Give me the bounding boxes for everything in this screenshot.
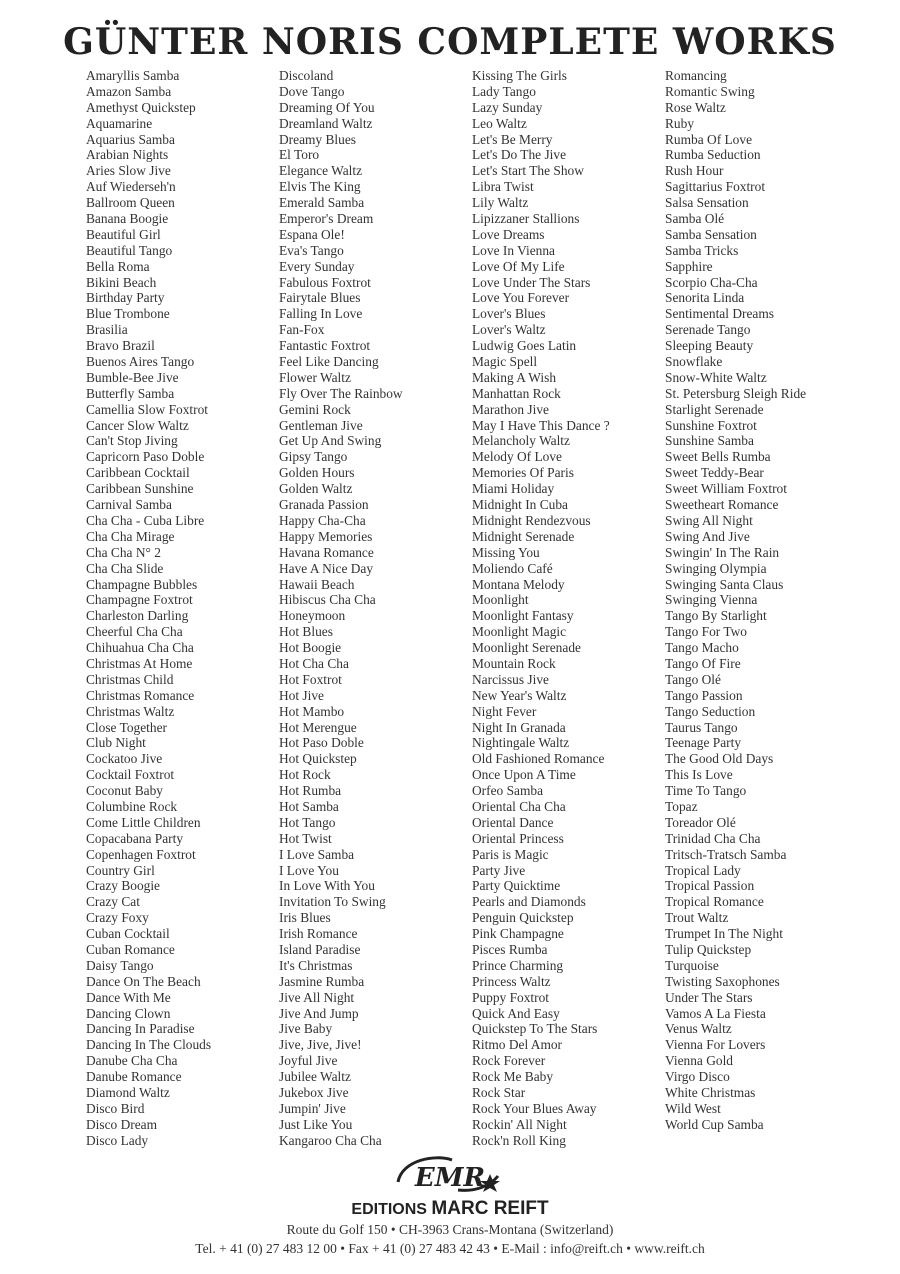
title-item: Cancer Slow Waltz [86,417,189,433]
title-item: Just Like You [279,1116,353,1132]
title-item: Amaryllis Samba [86,68,180,83]
title-item: Sentimental Dreams [665,306,774,322]
title-item: Princess Waltz [472,973,551,989]
title-item: The Good Old Days [665,751,774,767]
title-item: Turquoise [665,957,719,973]
title-item: Tango Of Fire [665,655,741,671]
title-item: Jumpin' Jive [279,1100,346,1116]
title-item: Bikini Beach [86,274,157,290]
title-item: Hot Samba [279,798,339,814]
title-item: I Love You [279,862,339,878]
title-item: Oriental Princess [472,830,564,846]
title-item: Brasilia [86,322,128,338]
title-item: Flower Waltz [279,369,351,385]
title-item: Magic Spell [472,354,538,370]
title-item: Wild West [665,1100,721,1116]
title-item: Cha Cha Slide [86,560,164,576]
title-item: Samba Sensation [665,226,757,242]
title-item: Oriental Dance [472,814,554,830]
title-item: Sweet Teddy-Bear [665,465,764,481]
title-item: Danube Romance [86,1069,182,1085]
title-item: Coconut Baby [86,783,163,799]
title-item: Fan-Fox [279,322,325,338]
title-item: El Toro [279,147,320,163]
title-item: Night In Granada [472,719,566,735]
title-item: Miami Holiday [472,481,555,497]
title-item: Auf Wiederseh'n [86,179,176,195]
title-item: Swing All Night [665,512,753,528]
title-item: Starlight Serenade [665,401,764,417]
title-item: Tango By Starlight [665,608,767,624]
title-item: Columbine Rock [86,798,178,814]
title-item: Tango Seduction [665,703,756,719]
publisher-name: EDITIONS MARC REIFT [351,1198,549,1219]
title-item: Party Quicktime [472,878,561,894]
title-item: Romancing [665,68,727,83]
title-item: Capricorn Paso Doble [86,449,205,465]
title-item: Chihuahua Cha Cha [86,640,194,656]
title-item: Ruby [665,115,695,131]
title-item: Marathon Jive [472,401,549,417]
title-item: Trout Waltz [665,910,729,926]
title-item: Twisting Saxophones [665,973,780,989]
title-item: Midnight Serenade [472,528,575,544]
title-item: Rose Waltz [665,99,726,115]
title-item: Jive, Jive, Jive! [279,1037,362,1053]
title-item: Sweet Bells Rumba [665,449,771,465]
title-item: Hot Mambo [279,703,345,719]
title-item: Hot Jive [279,687,325,703]
title-item: Love Dreams [472,226,545,242]
title-item: Can't Stop Jiving [86,433,178,449]
title-item: Fabulous Foxtrot [279,274,371,290]
title-item: Cha Cha N° 2 [86,544,161,560]
title-item: Hot Tango [279,814,336,830]
title-item: Gentleman Jive [279,417,363,433]
title-column-2 [279,68,403,1149]
title-item: Lover's Waltz [472,322,546,338]
title-item: Hot Paso Doble [279,735,364,751]
title-item: Rock'n Roll King [472,1132,566,1148]
title-item: Honeymoon [279,608,346,624]
title-item: Rock Forever [472,1053,546,1069]
title-item: Caribbean Cocktail [86,465,190,481]
title-item: Trinidad Cha Cha [665,830,761,846]
title-item: Dancing In Paradise [86,1021,195,1037]
title-item: Elegance Waltz [279,163,363,179]
title-item: Penguin Quickstep [472,910,574,926]
title-item: Let's Start The Show [472,163,584,179]
title-item: Gipsy Tango [279,449,348,465]
title-item: Fairytale Blues [279,290,361,306]
title-item: Orfeo Samba [472,783,544,799]
title-item: Cheerful Cha Cha [86,624,183,640]
title-item: Hot Boogie [279,640,342,656]
title-item: Invitation To Swing [279,894,386,910]
title-item: Vienna For Lovers [665,1037,766,1053]
title-item: Island Paradise [279,941,361,957]
title-item: Discoland [279,68,334,83]
title-item: Fly Over The Rainbow [279,385,403,401]
title-item: Dance On The Beach [86,973,201,989]
title-item: Hot Merengue [279,719,357,735]
title-item: Hibiscus Cha Cha [279,592,376,608]
title-item: Hawaii Beach [279,576,355,592]
title-item: Jive All Night [279,989,355,1005]
title-item: Rumba Seduction [665,147,761,163]
title-item: Love You Forever [472,290,570,306]
title-item: Sunshine Foxtrot [665,417,757,433]
title-item: Ritmo Del Amor [472,1037,563,1053]
title-item: Danube Cha Cha [86,1053,178,1069]
title-item: Narcissus Jive [472,671,549,687]
title-item: Melody Of Love [472,449,562,465]
title-item: St. Petersburg Sleigh Ride [665,385,807,401]
title-item: Midnight Rendezvous [472,512,591,528]
title-item: Dreaming Of You [279,99,375,115]
title-item: Bella Roma [86,258,150,274]
title-item: Every Sunday [279,258,355,274]
title-item: Vamos A La Fiesta [665,1005,766,1021]
title-item: Pisces Rumba [472,941,548,957]
title-item: Disco Bird [86,1100,145,1116]
title-item: Copacabana Party [86,830,184,846]
title-item: Jukebox Jive [279,1085,349,1100]
publisher-address: Route du Golf 150 • CH-3963 Crans-Montana (Switzerland) [286,1222,614,1237]
title-item: Daisy Tango [86,957,154,973]
title-item: Tropical Passion [665,878,755,894]
title-item: Come Little Children [86,814,201,830]
title-item: Leo Waltz [472,115,527,131]
title-item: Irish Romance [279,926,358,942]
title-item: Bravo Brazil [86,338,155,354]
title-item: Tango Olé [665,671,721,687]
title-item: World Cup Samba [665,1116,764,1132]
title-item: Blue Trombone [86,306,170,322]
title-item: Moonlight Magic [472,624,567,640]
title-item: Mountain Rock [472,655,556,671]
title-item: Christmas At Home [86,655,193,671]
title-item: Crazy Foxy [86,910,149,926]
title-item: Rush Hour [665,163,724,179]
title-item: Sunshine Samba [665,433,754,449]
title-item: Happy Memories [279,528,373,544]
title-item: Romantic Swing [665,83,755,99]
title-item: Close Together [86,719,168,735]
title-item: Christmas Romance [86,687,195,703]
title-item: Copenhagen Foxtrot [86,846,196,862]
title-item: Lily Waltz [472,195,529,211]
title-item: Sleeping Beauty [665,338,754,354]
title-item: Cuban Cocktail [86,926,170,942]
title-item: Elvis The King [279,179,361,195]
title-item: Kissing The Girls [472,68,567,83]
title-item: Tritsch-Tratsch Samba [665,846,787,862]
title-item: Salsa Sensation [665,195,749,211]
title-item: Trumpet In The Night [665,926,783,942]
title-item: Cha Cha Mirage [86,528,175,544]
title-item: Pink Champagne [472,926,564,942]
title-item: Amazon Samba [86,83,172,99]
title-item: Hot Rumba [279,783,342,799]
title-item: Sagittarius Foxtrot [665,179,766,195]
title-item: Rock Star [472,1085,526,1100]
title-item: Ballroom Queen [86,195,175,211]
title-item: Happy Cha-Cha [279,512,366,528]
title-item: Moonlight Serenade [472,640,581,656]
title-item: Christmas Waltz [86,703,175,719]
title-item: Swingin' In The Rain [665,544,780,560]
title-item: Have A Nice Day [279,560,374,576]
title-item: Camellia Slow Foxtrot [86,401,208,417]
title-item: Country Girl [86,862,155,878]
title-item: Pearls and Diamonds [472,894,586,910]
title-item: Champagne Foxtrot [86,592,193,608]
emr-logo-text: EMR [414,1163,486,1193]
title-item: Dove Tango [279,83,345,99]
title-item: Taurus Tango [665,719,738,735]
title-item: Paris is Magic [472,846,549,862]
title-item: Rock Me Baby [472,1069,554,1085]
title-item: Tropical Lady [665,862,741,878]
title-item: Hot Blues [279,624,333,640]
title-item: Hot Cha Cha [279,655,349,671]
title-item: Sweet William Foxtrot [665,481,787,497]
title-item: Dance With Me [86,989,171,1005]
title-item: Jive And Jump [279,1005,359,1021]
title-item: Champagne Bubbles [86,576,198,592]
title-item: Tango Macho [665,640,739,656]
title-item: Melancholy Waltz [472,433,570,449]
title-item: Dreamy Blues [279,131,356,147]
title-item: Christmas Child [86,671,174,687]
title-item: Nightingale Waltz [472,735,570,751]
title-item: Cha Cha - Cuba Libre [86,512,205,528]
title-item: Prince Charming [472,957,564,973]
title-item: Moonlight Fantasy [472,608,574,624]
title-item: Love Under The Stars [472,274,591,290]
title-item: Snowflake [665,354,723,370]
title-column-3 [472,68,610,1149]
page-title: GÜNTER NORIS COMPLETE WORKS [63,21,837,63]
title-item: Lover's Blues [472,306,546,322]
title-item: Serenade Tango [665,322,751,338]
title-item: Hot Rock [279,767,331,783]
title-item: Quickstep To The Stars [472,1021,598,1037]
title-item: Diamond Waltz [86,1085,170,1100]
title-item: Kangaroo Cha Cha [279,1132,382,1148]
title-item: Venus Waltz [665,1021,732,1037]
title-item: Beautiful Girl [86,226,161,242]
title-item: Iris Blues [279,910,331,926]
title-item: Jubilee Waltz [279,1069,351,1085]
title-item: Aquamarine [86,115,153,131]
title-item: Teenage Party [665,735,742,751]
title-item: Dancing Clown [86,1005,171,1021]
title-item: This Is Love [665,767,733,783]
title-item: Time To Tango [665,783,747,799]
title-item: Lazy Sunday [472,99,543,115]
title-item: Toreador Olé [665,814,736,830]
title-item: Disco Lady [86,1132,149,1148]
title-item: Get Up And Swing [279,433,382,449]
title-item: Vienna Gold [665,1053,733,1069]
title-item: Charleston Darling [86,608,189,624]
title-item: Caribbean Sunshine [86,481,194,497]
title-item: Swing And Jive [665,528,750,544]
title-item: Hot Foxtrot [279,671,342,687]
title-item: Virgo Disco [665,1069,730,1085]
title-column-1 [86,68,211,1149]
title-item: Aquarius Samba [86,131,175,147]
title-item: Dancing In The Clouds [86,1037,212,1053]
title-item: Let's Be Merry [472,131,553,147]
title-item: Sapphire [665,258,713,274]
title-item: Fantastic Foxtrot [279,338,371,354]
title-item: Arabian Nights [86,147,169,163]
title-item: Oriental Cha Cha [472,798,566,814]
title-item: Ludwig Goes Latin [472,338,577,354]
title-item: Midnight In Cuba [472,497,568,513]
title-item: Rockin' All Night [472,1116,567,1132]
title-item: White Christmas [665,1085,756,1100]
title-item: Night Fever [472,703,537,719]
title-item: Scorpio Cha-Cha [665,274,758,290]
title-item: Cocktail Foxtrot [86,767,175,783]
title-item: Tulip Quickstep [665,941,752,957]
title-item: Manhattan Rock [472,385,561,401]
title-item: Party Jive [472,862,526,878]
title-item: Love In Vienna [472,242,555,258]
title-item: Golden Hours [279,465,355,481]
title-item: Making A Wish [472,369,557,385]
title-item: Butterfly Samba [86,385,175,401]
title-item: New Year's Waltz [472,687,567,703]
title-item: Birthday Party [86,290,165,306]
title-item: Lipizzaner Stallions [472,211,580,227]
title-item: Golden Waltz [279,481,353,497]
emr-logo [340,1150,560,1220]
title-item: It's Christmas [279,957,353,973]
title-item: I Love Samba [279,846,355,862]
title-item: Granada Passion [279,497,369,513]
title-item: Senorita Linda [665,290,745,306]
title-item: Once Upon A Time [472,767,576,783]
title-item: Hot Quickstep [279,751,357,767]
title-item: Samba Tricks [665,242,739,258]
title-item: Missing You [472,544,540,560]
title-item: Rock Your Blues Away [472,1100,597,1116]
title-item: Tango For Two [665,624,747,640]
title-item: Let's Do The Jive [472,147,567,163]
title-item: Moliendo Café [472,560,553,576]
title-column-4 [665,68,806,1133]
title-item: Tropical Romance [665,894,764,910]
title-item: Snow-White Waltz [665,369,767,385]
title-item: In Love With You [279,878,375,894]
title-item: Cockatoo Jive [86,751,163,767]
title-item: Libra Twist [472,179,534,195]
title-item: Disco Dream [86,1116,158,1132]
title-item: Falling In Love [279,306,363,322]
title-item: Moonlight [472,592,529,608]
title-item: Carnival Samba [86,497,172,513]
title-item: Under The Stars [665,989,753,1005]
title-item: Joyful Jive [279,1053,338,1069]
title-item: Jive Baby [279,1021,333,1037]
title-item: Jasmine Rumba [279,973,365,989]
title-item: Buenos Aires Tango [86,354,195,370]
title-item: Love Of My Life [472,258,565,274]
title-item: Espana Ole! [279,226,345,242]
title-item: Cuban Romance [86,941,175,957]
title-item: Crazy Cat [86,894,140,910]
title-item: Bumble-Bee Jive [86,369,179,385]
title-item: Amethyst Quickstep [86,99,196,115]
title-item: Club Night [86,735,146,751]
title-item: Swinging Santa Claus [665,576,784,592]
title-item: Dreamland Waltz [279,115,373,131]
title-item: Rumba Of Love [665,131,753,147]
title-item: Old Fashioned Romance [472,751,605,767]
title-item: Topaz [665,798,698,814]
title-item: Feel Like Dancing [279,354,379,370]
title-item: Emperor's Dream [279,211,374,227]
title-item: Montana Melody [472,576,565,592]
title-item: Lady Tango [472,83,536,99]
title-item: May I Have This Dance ? [472,417,610,433]
title-item: Banana Boogie [86,211,169,227]
title-item: Havana Romance [279,544,374,560]
title-item: Gemini Rock [279,401,351,417]
title-item: Tango Passion [665,687,743,703]
title-item: Hot Twist [279,830,332,846]
title-item: Sweetheart Romance [665,497,779,513]
title-item: Aries Slow Jive [86,163,171,179]
title-item: Beautiful Tango [86,242,173,258]
publisher-contact: Tel. + 41 (0) 27 483 12 00 • Fax + 41 (0) 27 483 42 43 • E-Mail : info@reift.ch • www.reift.ch [195,1241,705,1256]
title-item: Swinging Olympia [665,560,767,576]
title-item: Emerald Samba [279,195,365,211]
title-item: Samba Olé [665,211,725,227]
title-item: Eva's Tango [279,242,344,258]
title-item: Puppy Foxtrot [472,989,550,1005]
title-item: Crazy Boogie [86,878,161,894]
title-item: Swinging Vienna [665,592,758,608]
title-item: Quick And Easy [472,1005,560,1021]
title-item: Memories Of Paris [472,465,574,481]
